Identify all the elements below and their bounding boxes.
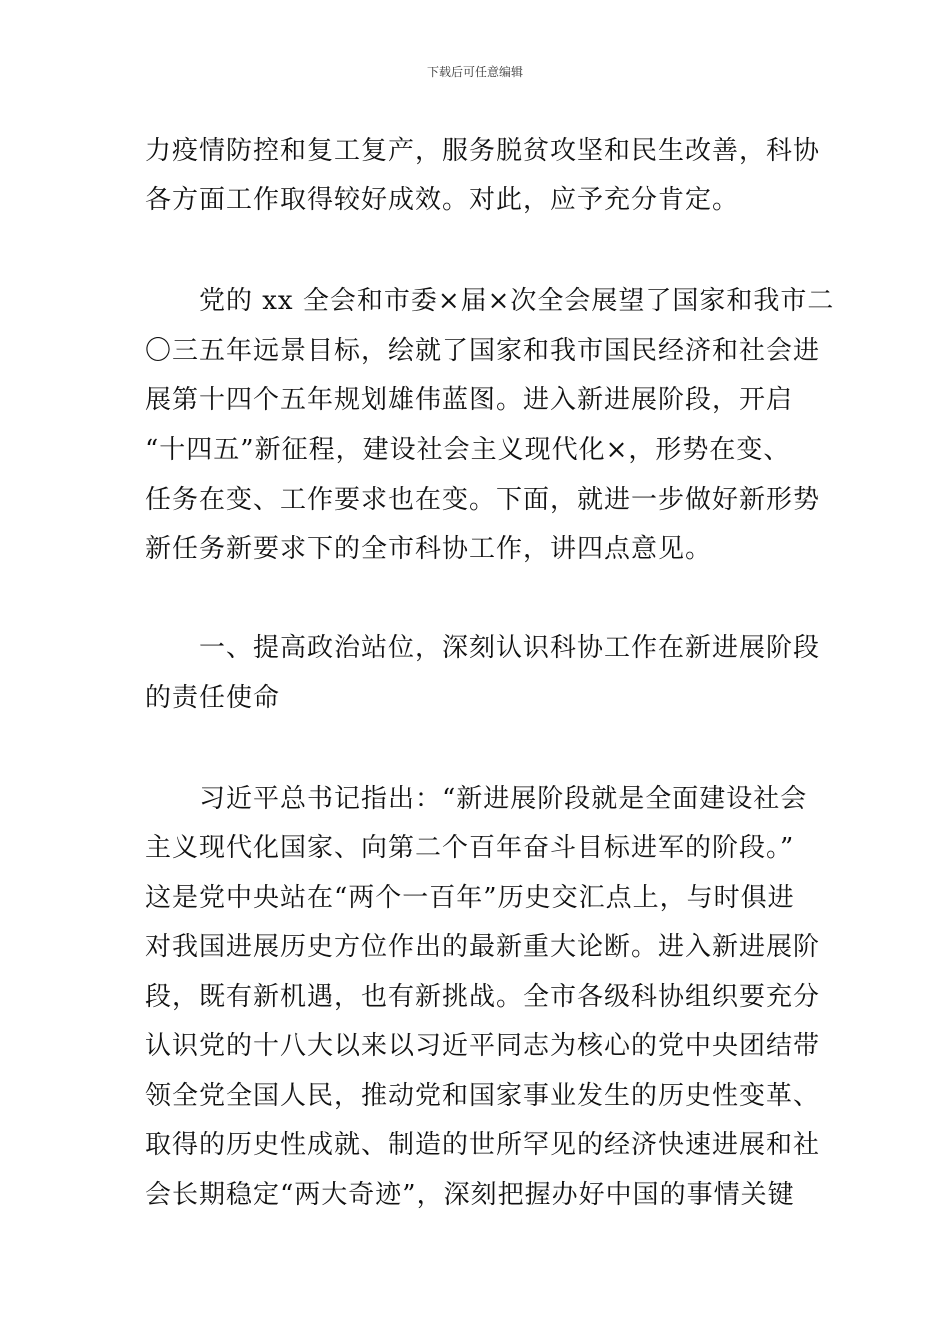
paragraph-4-line-3: 这是党中央站在“两个一百年”历史交汇点上，与时俱进 bbox=[145, 883, 795, 913]
paragraph-4-line-8: 取得的历史性成就、制造的世所罕见的经济快速进展和社 bbox=[145, 1130, 821, 1160]
paragraph-4-line-4: 对我国进展历史方位作出的最新重大论断。进入新进展阶 bbox=[145, 932, 821, 962]
paragraph-2-line-4: “十四五”新征程，建设社会主义现代化×，形势在变、 bbox=[145, 435, 791, 465]
paragraph-1-line-1: 力疫情防控和复工复产，服务脱贫攻坚和民生改善，科协 bbox=[145, 136, 821, 166]
paragraph-4-line-9: 会长期稳定“两大奇迹”，深刻把握办好中国的事情关键 bbox=[145, 1180, 795, 1210]
paragraph-1-line-2: 各方面工作取得较好成效。对此，应予充分肯定。 bbox=[145, 185, 740, 215]
section-heading-line-2: 的责任使命 bbox=[145, 683, 281, 713]
paragraph-4-line-1: 习近平总书记指出：“新进展阶段就是全面建设社会 bbox=[145, 784, 808, 814]
paragraph-2-line-1: 党的 xx 全会和市委×届×次全会展望了国家和我市二 bbox=[145, 286, 835, 316]
paragraph-4-line-7: 领全党全国人民，推动党和国家事业发生的历史性变革、 bbox=[145, 1081, 821, 1111]
section-heading-line-1: 一、提高政治站位，深刻认识科协工作在新进展阶段 bbox=[145, 633, 821, 663]
paragraph-2-line-5: 任务在变、工作要求也在变。下面，就进一步做好新形势 bbox=[145, 485, 821, 515]
paragraph-4-line-2: 主义现代化国家、向第二个百年奋斗目标进军的阶段。” bbox=[145, 833, 795, 863]
paragraph-2-line-3: 展第十四个五年规划雄伟蓝图。进入新进展阶段，开启 bbox=[145, 385, 794, 415]
page-header: 下载后可任意编辑 bbox=[426, 65, 523, 79]
paragraph-2-line-2: 〇三五年远景目标，绘就了国家和我市国民经济和社会进 bbox=[145, 336, 821, 366]
paragraph-2-line-6: 新任务新要求下的全市科协工作，讲四点意见。 bbox=[145, 534, 713, 564]
paragraph-4-line-5: 段，既有新机遇，也有新挑战。全市各级科协组织要充分 bbox=[145, 982, 821, 1012]
paragraph-4-line-6: 认识党的十八大以来以习近平同志为核心的党中央团结带 bbox=[145, 1031, 821, 1061]
